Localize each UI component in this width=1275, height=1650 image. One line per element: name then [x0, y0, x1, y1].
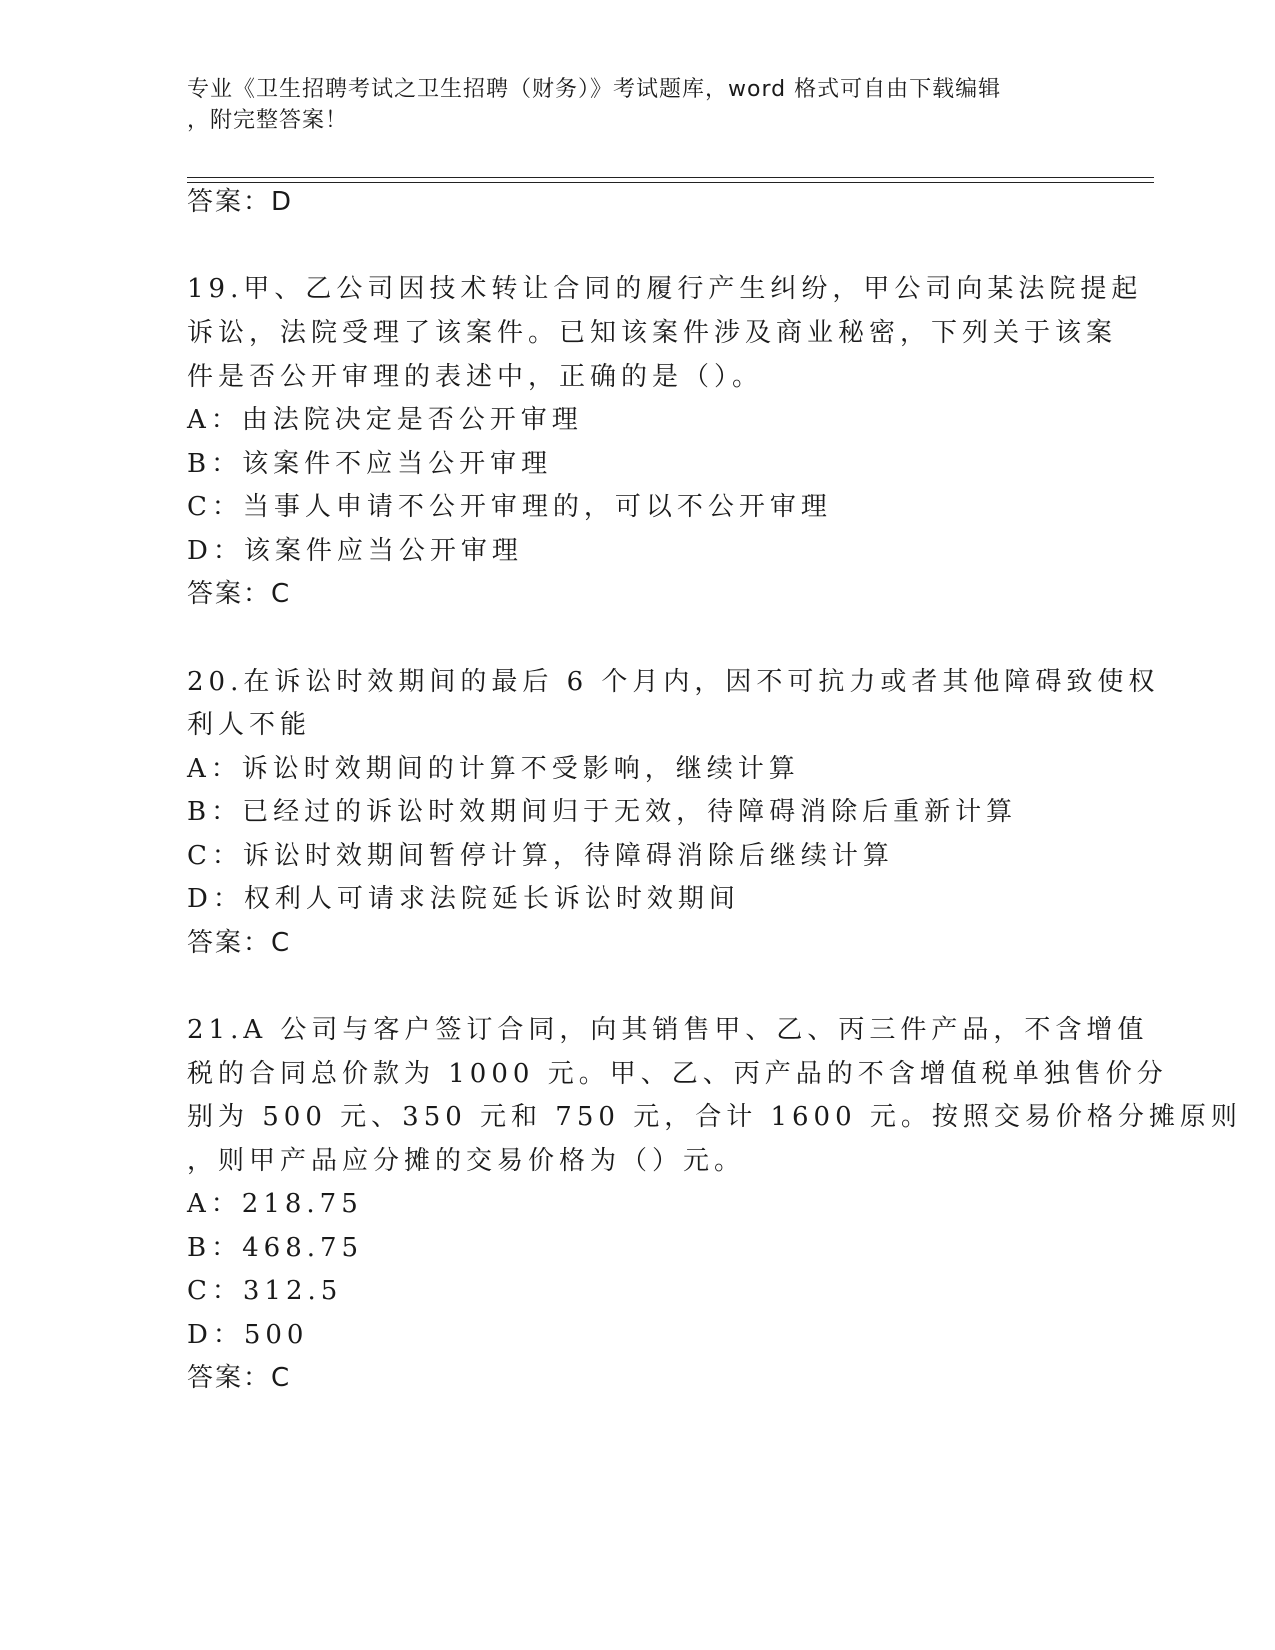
answer-line: 答案：C — [187, 1363, 292, 1393]
question-stem-line: ，则甲产品应分摊的交易价格为（）元。 — [187, 1146, 746, 1176]
question-stem-line: 19.甲、乙公司因技术转让合同的履行产生纠纷，甲公司向某法院提起 — [187, 274, 1143, 304]
question-stem-line: 利人不能 — [187, 710, 312, 740]
option-b: B：该案件不应当公开审理 — [187, 449, 553, 479]
question-stem-line: 税的合同总价款为 1000 元。甲、乙、丙产品的不含增值税单独售价分 — [187, 1059, 1168, 1089]
option-a: A：由法院决定是否公开审理 — [187, 405, 583, 435]
answer-line: 答案：C — [187, 579, 292, 609]
option-b: B：已经过的诉讼时效期间归于无效，待障碍消除后重新计算 — [187, 797, 1018, 827]
header-divider-bottom — [187, 182, 1154, 183]
question-stem-line: 20.在诉讼时效期间的最后 6 个月内，因不可抗力或者其他障碍致使权 — [187, 667, 1160, 697]
option-c: C：当事人申请不公开审理的，可以不公开审理 — [187, 492, 832, 522]
header-line-2: ，附完整答案！ — [187, 108, 349, 133]
previous-answer: 答案：D — [187, 187, 294, 217]
question-stem-line: 21.A 公司与客户签订合同，向其销售甲、乙、丙三件产品，不含增值 — [187, 1015, 1149, 1045]
option-a: A：诉讼时效期间的计算不受影响，继续计算 — [187, 754, 800, 784]
question-stem-line: 诉讼，法院受理了该案件。已知该案件涉及商业秘密，下列关于该案 — [187, 318, 1118, 348]
header-line-1: 专业《卫生招聘考试之卫生招聘（财务）》考试题库，word 格式可自由下载编辑 — [187, 77, 1002, 102]
question-stem-line: 件是否公开审理的表述中，正确的是（）。 — [187, 362, 764, 392]
option-d: D：该案件应当公开审理 — [187, 536, 523, 566]
option-c: C：312.5 — [187, 1276, 343, 1306]
header-divider-top — [187, 177, 1154, 178]
option-a: A：218.75 — [187, 1189, 363, 1219]
option-d: D：权利人可请求法院延长诉讼时效期间 — [187, 884, 740, 914]
document-header — [187, 74, 1067, 136]
option-c: C：诉讼时效期间暂停计算，待障碍消除后继续计算 — [187, 841, 894, 871]
option-d: D：500 — [187, 1320, 309, 1350]
question-stem-line: 别为 500 元、350 元和 750 元，合计 1600 元。按照交易价格分摊原则 — [187, 1102, 1242, 1132]
option-b: B：468.75 — [187, 1233, 364, 1263]
answer-line: 答案：C — [187, 928, 292, 958]
